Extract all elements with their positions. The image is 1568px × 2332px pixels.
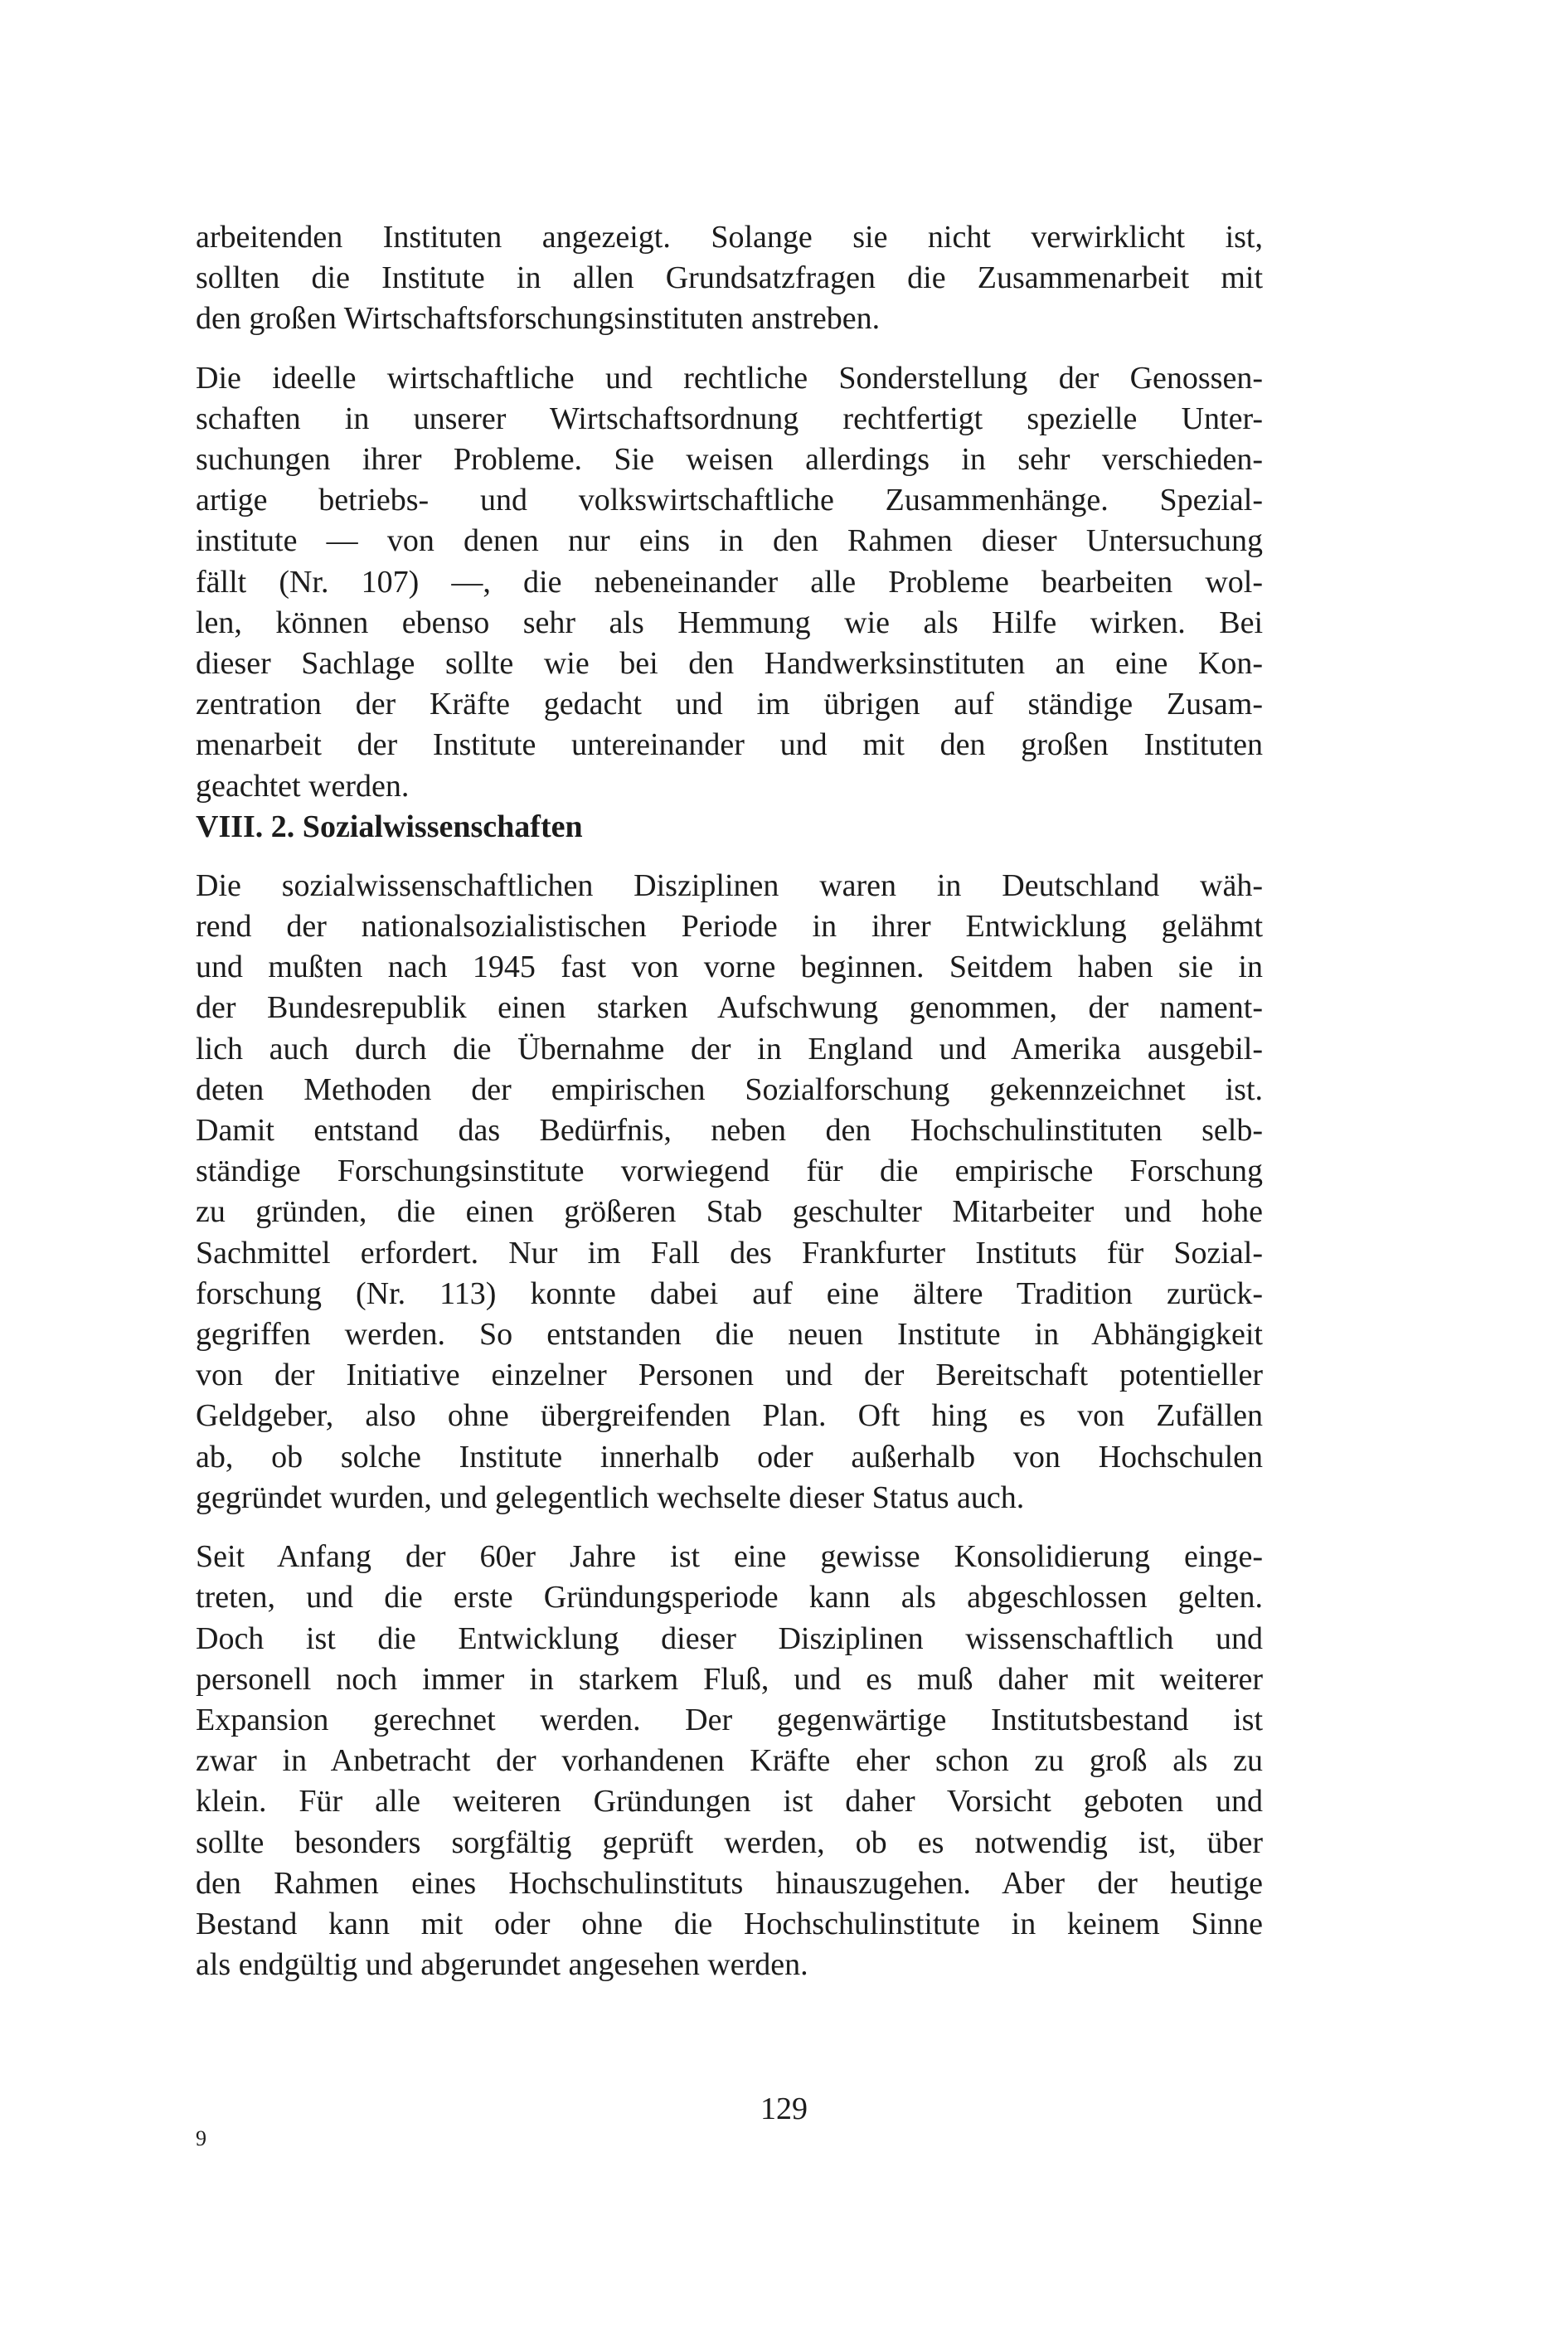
text-line: fällt (Nr. 107) —, die nebeneinander alle Probleme bearbeiten wol- <box>196 564 1263 600</box>
text-line: Seit Anfang der 60er Jahre ist eine gewisse Konsolidierung einge- <box>196 1539 1263 1575</box>
paragraph-4 <box>196 1537 1263 1985</box>
text-line: institute — von denen nur eins in den Rahmen dieser Untersuchung <box>196 523 1263 559</box>
text-line: menarbeit der Institute untereinander und mit den großen Instituten <box>196 727 1263 763</box>
text-line: zentration der Kräfte gedacht und im übrigen auf ständige Zusam- <box>196 687 1263 722</box>
text-line: ab, ob solche Institute innerhalb oder außerhalb von Hochschulen <box>196 1439 1263 1475</box>
text-line: suchungen ihrer Probleme. Sie weisen allerdings in sehr verschieden- <box>196 442 1263 478</box>
page-number: 129 <box>760 2092 808 2126</box>
text-line: artige betriebs- und volkswirtschaftliche Zusammenhänge. Spezial- <box>196 483 1263 518</box>
text-line: den großen Wirtschaftsforschungsinstituten anstreben. <box>196 301 881 337</box>
page-body <box>196 217 1263 1985</box>
text-line: gegriffen werden. So entstanden die neuen Institute in Abhängigkeit <box>196 1317 1263 1353</box>
text-line: Doch ist die Entwicklung dieser Disziplinen wissenschaftlich und <box>196 1620 1263 1656</box>
text-line: len, können ebenso sehr als Hemmung wie als Hilfe wirken. Bei <box>196 605 1263 640</box>
paragraph-2 <box>196 358 1263 807</box>
text-line: ständige Forschungsinstitute vorwiegend für die empirische Forschung <box>196 1154 1263 1189</box>
text-line: dieser Sachlage sollte wie bei den Handwerksinstituten an eine Kon- <box>196 646 1263 682</box>
text-line: geachtet werden. <box>196 768 410 804</box>
text-line: klein. Für alle weiteren Gründungen ist daher Vorsicht geboten und <box>196 1784 1263 1819</box>
text-line: rend der nationalsozialistischen Periode in ihrer Entwicklung gelähmt <box>196 909 1263 945</box>
text-line: zwar in Anbetracht der vorhandenen Kräfte eher schon zu groß als zu <box>196 1743 1263 1779</box>
text-line: deten Methoden der empirischen Sozialforschung gekennzeichnet ist. <box>196 1071 1263 1107</box>
text-line: Sachmittel erfordert. Nur im Fall des Frankfurter Instituts für Sozial- <box>196 1235 1263 1270</box>
text-line: Expansion gerechnet werden. Der gegenwärtige Institutsbestand ist <box>196 1702 1263 1737</box>
text-line: Geldgeber, also ohne übergreifenden Plan. Oft hing es von Zufällen <box>196 1398 1263 1434</box>
section-heading: VIII. 2. Sozialwissenschaften <box>196 809 583 844</box>
text-line: treten, und die erste Gründungsperiode kann als abgeschlossen gelten. <box>196 1580 1263 1615</box>
text-line: gegründet wurden, und gelegentlich wechselte dieser Status auch. <box>196 1479 1025 1515</box>
text-line: von der Initiative einzelner Personen und der Bereitschaft potentieller <box>196 1358 1263 1393</box>
text-line: arbeitenden Instituten angezeigt. Solange sie nicht verwirklicht ist, <box>196 220 1263 255</box>
text-line: Damit entstand das Bedürfnis, neben den Hochschulinstituten selb- <box>196 1113 1263 1149</box>
text-line: als endgültig und abgerundet angesehen werden. <box>196 1947 808 1983</box>
signature-mark: 9 <box>196 2126 206 2150</box>
text-line: schaften in unserer Wirtschaftsordnung rechtfertigt spezielle Unter- <box>196 401 1263 436</box>
text-line: den Rahmen eines Hochschulinstituts hinauszugehen. Aber der heutige <box>196 1865 1263 1901</box>
text-line: sollte besonders sorgfältig geprüft werden, ob es notwendig ist, über <box>196 1824 1263 1860</box>
text-line: und mußten nach 1945 fast von vorne beginnen. Seitdem haben sie in <box>196 950 1263 985</box>
paragraph-3 <box>196 866 1263 1518</box>
text-line: zu gründen, die einen größeren Stab geschulter Mitarbeiter und hohe <box>196 1194 1263 1230</box>
text-line: der Bundesrepublik einen starken Aufschwung genommen, der nament- <box>196 990 1263 1026</box>
text-line: lich auch durch die Übernahme der in England und Amerika ausgebil- <box>196 1031 1263 1066</box>
text-line: personell noch immer in starkem Fluß, und es muß daher mit weiterer <box>196 1661 1263 1697</box>
text-line: Die ideelle wirtschaftliche und rechtliche Sonderstellung der Genossen- <box>196 360 1263 396</box>
text-line: forschung (Nr. 113) konnte dabei auf eine ältere Tradition zurück- <box>196 1275 1263 1311</box>
text-line: Die sozialwissenschaftlichen Disziplinen waren in Deutschland wäh- <box>196 867 1263 903</box>
paragraph-1 <box>196 217 1263 340</box>
text-line: sollten die Institute in allen Grundsatzfragen die Zusammenarbeit mit <box>196 260 1263 296</box>
text-line: Bestand kann mit oder ohne die Hochschulinstitute in keinem Sinne <box>196 1906 1263 1941</box>
